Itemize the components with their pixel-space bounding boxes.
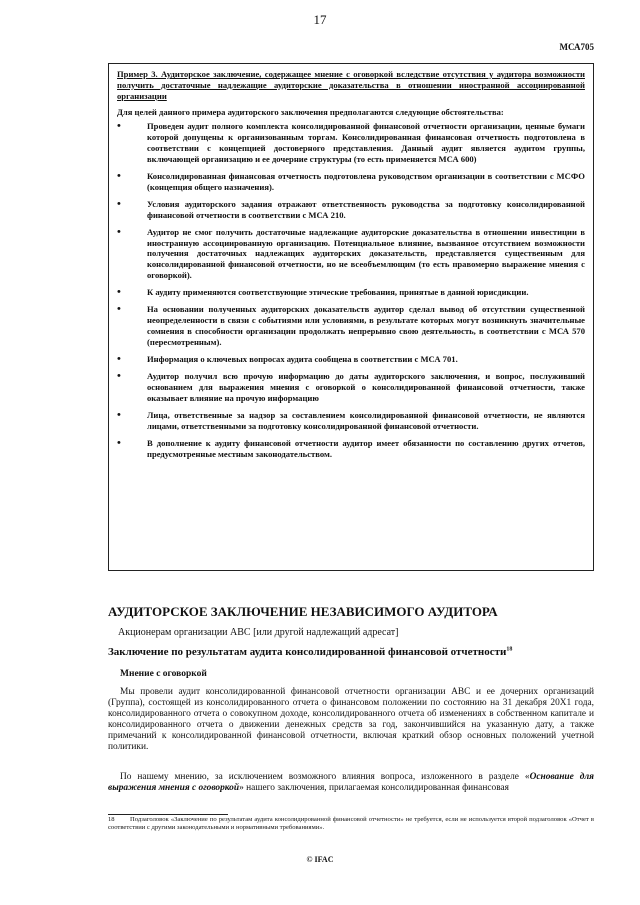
footnote-ref: 18 — [506, 646, 513, 653]
list-item: • На основании полученных аудиторских доказательств аудитор сделал вывод об отсутствии существенной неопределенности в связи с событиями или условиями, в результате которых могут возникнуть значительные сомнения в способности организации продолжать непрерывно свою деятельность, в соответствии с МСА 570 (пересмотренным). — [117, 304, 585, 347]
section-heading-text: Заключение по результатам аудита консолидированной финансовой отчетности — [108, 646, 507, 658]
list-item: • В дополнение к аудиту финансовой отчетности аудитор имеет обязанности по составлению других отчетов, предусмотренные местным законодательством. — [117, 438, 585, 460]
example-title: Пример 3. Аудиторское заключение, содержащее мнение с оговоркой вследствие отсутствия у аудитора возможности получить достаточные надлежащие аудиторские доказательства в отношении иностранной ассоциированной организации — [117, 69, 585, 101]
list-item: • Лица, ответственные за надзор за составлением консолидированной финансовой отчетности, не являются лицами, ответственными за подготовку консолидированной финансовой отчетности. — [117, 410, 585, 432]
opinion-heading: Мнение с оговоркой — [120, 669, 207, 679]
list-item: • Аудитор получил всю прочую информацию до даты аудиторского заключения, и вопрос, послуживший основанием для выражения мнения с оговоркой о консолидированной финансовой отчетности, также оказывает влияние на прочую информацию — [117, 371, 585, 403]
opinion-statement — [108, 772, 594, 794]
circumstances-list — [117, 121, 585, 459]
document-code: МСА705 — [559, 42, 594, 52]
addressee: Акционерам организации АВС [или другой надлежащий адресат] — [118, 627, 399, 638]
footnote — [108, 816, 594, 833]
para2-start: По нашему мнению, за исключением возможного влияния вопроса, изложенного в разделе « — [120, 772, 530, 782]
report-heading: АУДИТОРСКОЕ ЗАКЛЮЧЕНИЕ НЕЗАВИСИМОГО АУДИТОРА — [108, 604, 498, 619]
para2-italic: Основание для выражения мнения с оговоркой — [108, 772, 595, 793]
list-item: • Информация о ключевых вопросах аудита сообщена в соответствии с МСА 701. — [117, 354, 585, 365]
footnote-number: 18 — [108, 816, 115, 823]
footnote-divider — [108, 814, 228, 815]
page-number: 17 — [313, 12, 327, 27]
list-item: • Условия аудиторского задания отражают ответственность руководства за подготовку консолидированной финансовой отчетности в соответствии с МСА 210. — [117, 199, 585, 221]
opinion-paragraph: Мы провели аудит консолидированной финансовой отчетности организации АВС и ее дочерних организаций (Группа), состоящей из консолидированного отчета о финансовом положении по состоянию на 31 декабря 20X1 года, консолидированного отчета о совокупном доходе, консолидированного отчета об изменениях в собственном капитале и консолидированного отчета о движении денежных средств за год, закончившийся на указанную дату, а также примечаний к консолидированной финансовой отчетности, включая краткий обзор основных положений учетной политики. — [108, 687, 594, 752]
list-item: • Консолидированная финансовая отчетность подготовлена руководством организации в соответствии с МСФО (концепция общего назначения). — [117, 171, 585, 193]
list-item: • Проведен аудит полного комплекта консолидированной финансовой отчетности организации, ценные бумаги которой допущены к организованным торгам. Консолидированная финансовая отчетность подготовлена в соответствии с концепцией достоверного представления. Данный аудит является аудитом группы, включающей организацию и ее дочерние структуры (то есть применяется МСА 600) — [117, 121, 585, 164]
para2-end: » нашего заключения, прилагаемая консолидированная финансовая — [239, 783, 509, 793]
example-intro: Для целей данного примера аудиторского заключения предполагаются следующие обстоятельства: — [117, 107, 504, 118]
list-item: • К аудиту применяются соответствующие этические требования, принятые в данной юрисдикции. — [117, 287, 585, 298]
section-heading — [108, 646, 512, 658]
footnote-text: Подзаголовок «Заключение по результатам аудита консолидированной финансовой отчетности» не требуется, если не используется второй подзаголовок «Отчет в соответствии с другими законодательными и нормативными требованиями». — [108, 816, 594, 832]
copyright: © IFAC — [306, 855, 334, 864]
example-box — [108, 63, 594, 571]
list-item: • Аудитор не смог получить достаточные надлежащие аудиторские доказательства в отношении инвестиции в иностранную ассоциированную организацию. Потенциальное влияние, вызванное отсутствием возможности получения достаточных надлежащих аудиторских доказательств, представляется существенным для консолидированной финансовой отчетности, но не всеобъемлющим (то есть правомерно выражение мнения с оговоркой). — [117, 227, 585, 281]
